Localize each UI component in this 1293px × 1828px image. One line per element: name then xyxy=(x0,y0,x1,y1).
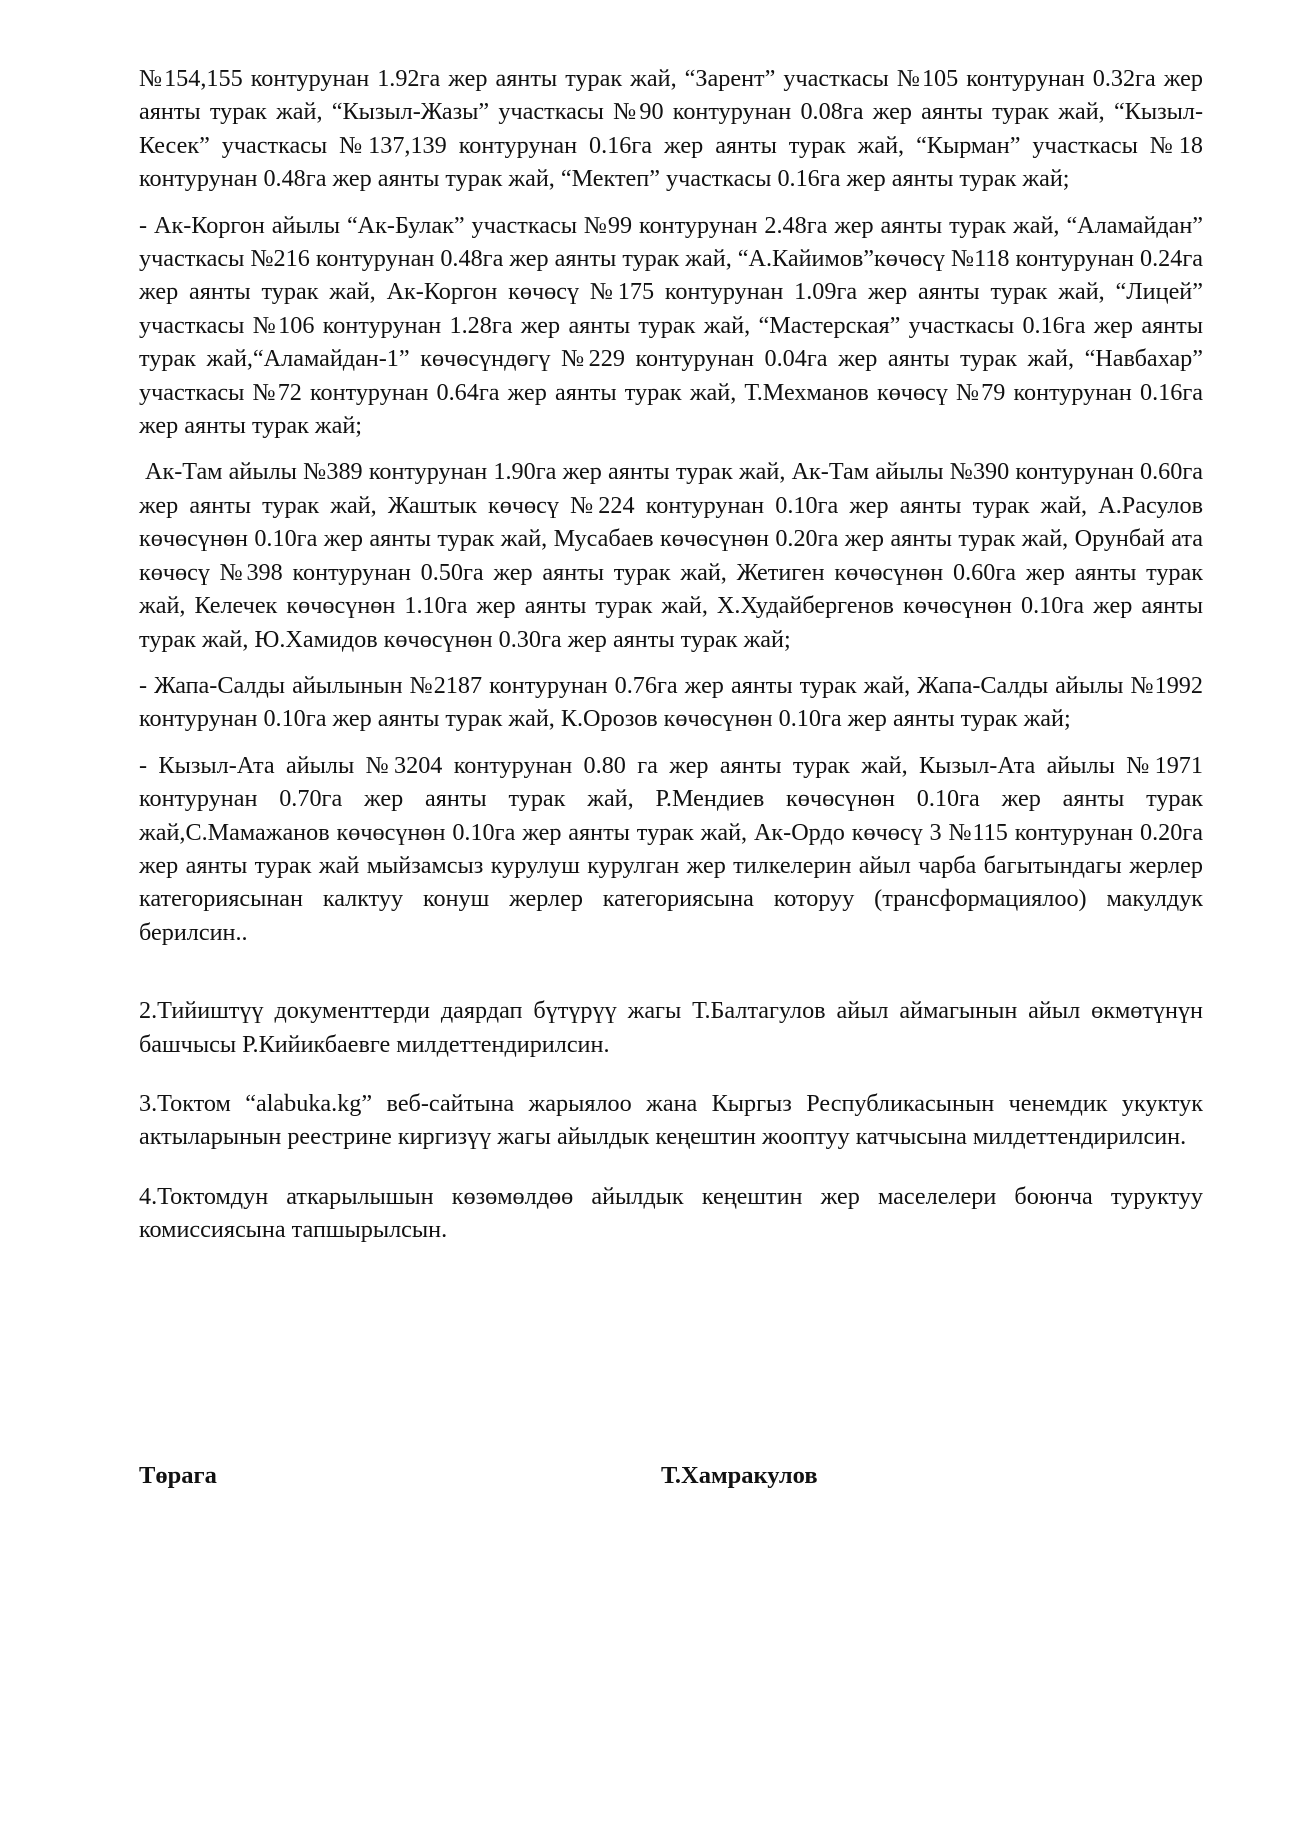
paragraph-ak-tam: Ак-Там айылы №389 контурунан 1.90га жер аянты турак жай, Ак-Там айылы №390 контурунан 0.60га жер аянты турак жай, Жаштык көчөсү №224 контурунан 0.10га жер аянты турак жай, А.Расулов көчөсүнөн 0.10га жер аянты турак жай, Мусабаев көчөсүнөн 0.20га жер аянты турак жай, Орунбай ата көчөсү №398 контурунан 0.50га жер аянты турак жай, Жетиген көчөсүнөн 0.60га жер аянты турак жай, Келечек көчөсүнөн 1.10га жер аянты турак жай, Х.Худайбергенов көчөсүнөн 0.10га жер аянты турак жай, Ю.Хамидов көчөсүнөн 0.30га жер аянты турак жай; xyxy=(139,458,1203,653)
document-body xyxy=(139,62,1203,1247)
paragraph-item-3: 3.Токтом “alabuka.kg” веб-сайтына жарыялоо жана Кыргыз Республикасынын ченемдик укуктук актыларынын реестрине киргизүү жагы айылдык кеңештин жооптуу катчысына милдеттендирилсин. xyxy=(139,1089,1203,1151)
signature-name: Т.Хамракулов xyxy=(661,1462,818,1489)
paragraph-kyzyl-ata: - Кызыл-Ата айылы №3204 контурунан 0.80 га жер аянты турак жай, Кызыл-Ата айылы №1971 контурунан 0.70га жер аянты турак жай, Р.Мендиев көчөсүнөн 0.10га жер аянты турак жай,С.Мамажанов көчөсүнөн 0.10га жер аянты турак жай, Ак-Ордо көчөсү 3 №115 контурунан 0.20га жер аянты турак жай мыйзамсыз курулуш курулган жер тилкелерин айыл чарба багытындагы жерлер категориясынан калктуу конуш жерлер категориясына которуу (трансформациялоо) макулдук берилсин.. xyxy=(139,751,1203,946)
paragraph-item-4: 4.Токтомдун аткарылышын көзөмөлдөө айылдык кеңештин жер маселелери боюнча туруктуу комиссиясына тапшырылсын. xyxy=(139,1182,1203,1244)
paragraph-ak-korgon: - Ак-Коргон айылы “Ак-Булак” участкасы №99 контурунан 2.48га жер аянты турак жай, “Аламайдан” участкасы №216 контурунан 0.48га жер аянты турак жай, “А.Кайимов”көчөсү №118 контурунан 0.24га жер аянты турак жай, Ак-Коргон көчөсү №175 контурунан 1.09га жер аянты турак жай, “Лицей” участкасы №106 контурунан 1.28га жер аянты турак жай, “Мастерская” участкасы 0.16га жер аянты турак жай,“Аламайдан-1” көчөсүндөгү №229 контурунан 0.04га жер аянты турак жай, “Навбахар” участкасы №72 контурунан 0.64га жер аянты турак жай, Т.Мехманов көчөсү №79 контурунан 0.16га жер аянты турак жай; xyxy=(139,211,1203,440)
paragraph-item-2: 2.Тийиштүү документтерди даярдап бүтүрүү жагы Т.Балтагулов айыл аймагынын айыл өкмөтүнүн башчысы Р.Кийикбаевге милдеттендирилсин. xyxy=(139,997,1203,1058)
paragraph-zhapa-saldy: - Жапа-Салды айылынын №2187 контурунан 0.76га жер аянты турак жай, Жапа-Салды айылы №1992 контурунан 0.10га жер аянты турак жай, К.Орозов көчөсүнөн 0.10га жер аянты турак жай; xyxy=(139,671,1203,733)
signature-role: Төрага xyxy=(139,1462,217,1489)
paragraph-contours-continued: №154,155 контурунан 1.92га жер аянты турак жай, “Зарент” участкасы №105 контурунан 0.32га жер аянты турак жай, “Кызыл-Жазы” участкасы №90 контурунан 0.08га жер аянты турак жай, “Кызыл-Кесек” участкасы №137,139 контурунан 0.16га жер аянты турак жай, “Кырман” участкасы №18 контурунан 0.48га жер аянты турак жай, “Мектеп” участкасы 0.16га жер аянты турак жай; xyxy=(139,65,1203,193)
signature-block xyxy=(139,1462,1203,1496)
